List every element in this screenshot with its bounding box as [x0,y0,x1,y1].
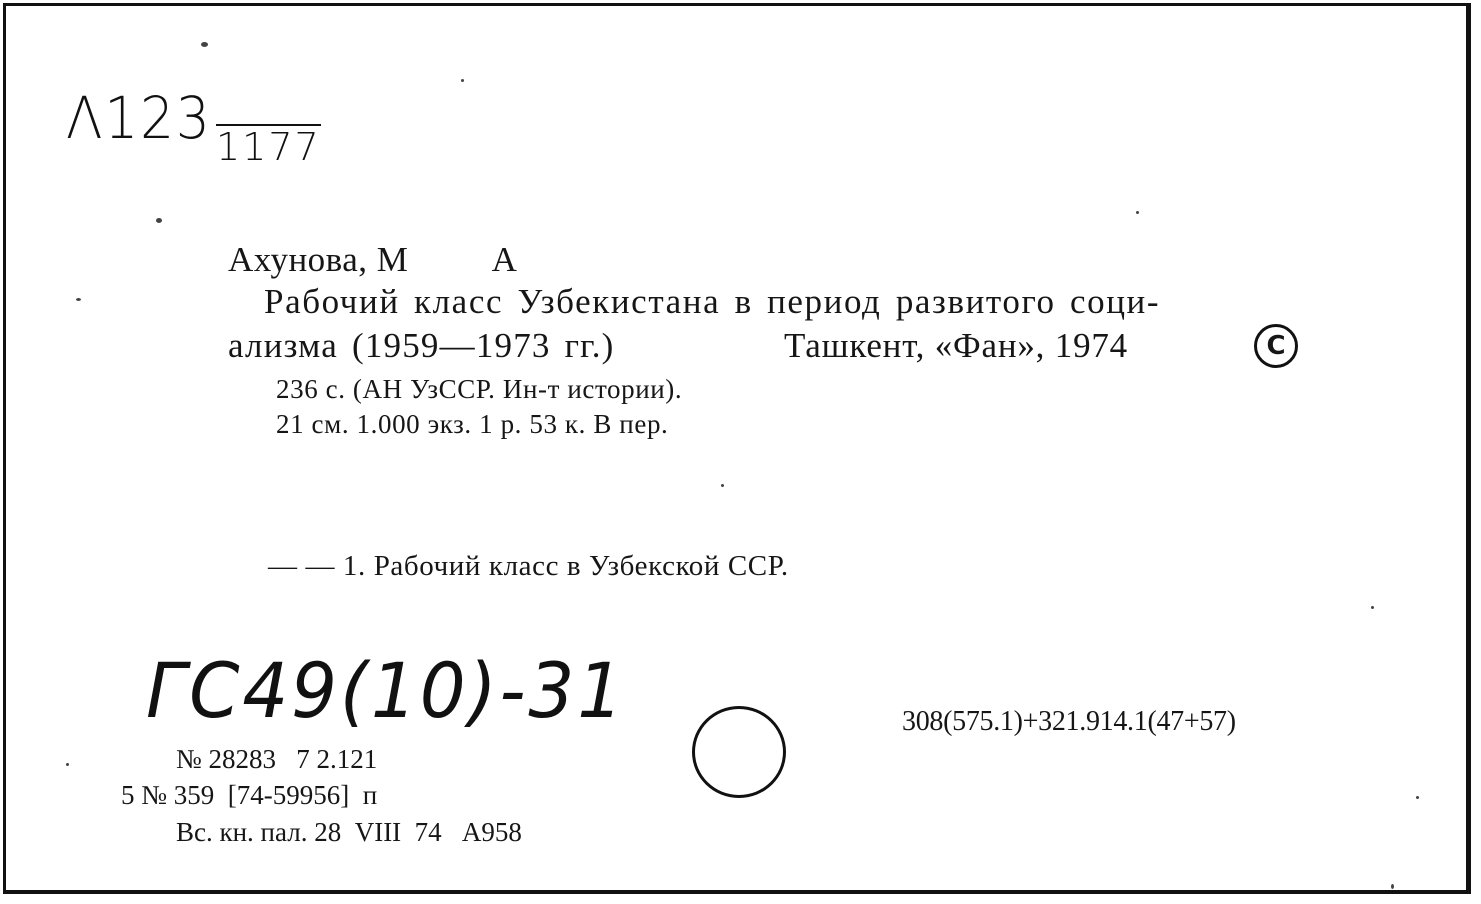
udc-code: 308(575.1)+321.914.1(47+57) [902,706,1236,737]
title-line-1: Рабочий класс Узбекистана в период развитого соци- [264,282,1161,321]
speck [156,218,162,223]
speck [66,763,69,766]
speck [201,42,208,47]
pages-line: 236 с. (АН УзССР. Ин-т истории). [276,374,683,404]
handwritten-call-number-sub: 1177 [216,125,321,169]
handwritten-call-number: Λ123 [66,84,212,152]
copyright-icon: C [1254,324,1298,368]
speck [1416,796,1419,799]
author-line: Ахунова, М А [228,240,518,279]
speck [721,484,724,487]
punch-hole [692,706,786,798]
subject-heading: — — 1. Рабочий класс в Узбекской ССР. [268,550,789,582]
title-line-2: ализма (1959—1973 гг.) [228,326,615,365]
catalog-card [3,3,1471,894]
handwritten-class-mark: ГС49(10)-31 [146,646,627,735]
printing-line-3: Вс. кн. пал. 28 VIII 74 А958 [176,817,522,847]
size-price-line: 21 см. 1.000 экз. 1 р. 53 к. В пер. [276,409,669,439]
speck [1136,211,1139,214]
publication-info: Ташкент, «Фан», 1974 [784,326,1128,365]
printing-line-2: 5 № 359 [74-59956] п [121,780,378,810]
speck [76,298,81,301]
speck [461,79,464,82]
printing-line-1: № 28283 7 2.121 [176,744,378,774]
speck [1391,884,1394,889]
speck [1371,606,1374,609]
